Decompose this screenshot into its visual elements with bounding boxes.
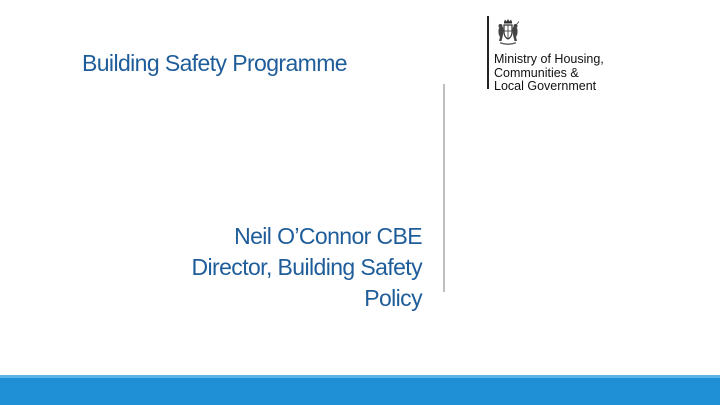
presenter-name: Neil O’Connor CBE: [234, 223, 422, 249]
logo-divider: [487, 16, 489, 89]
slide-title: Building Safety Programme: [82, 50, 347, 76]
ministry-name: [494, 53, 604, 94]
presenter-role-line-1: Director, Building Safety: [191, 254, 422, 280]
ministry-name-line-1: Ministry of Housing,: [494, 52, 604, 66]
footer-bar: [0, 375, 720, 405]
royal-coat-of-arms-icon: [494, 18, 522, 46]
presenter-role-line-2: Policy: [364, 285, 422, 311]
ministry-name-line-2: Communities &: [494, 65, 579, 80]
ministry-name-line-3: Local Government: [494, 79, 597, 93]
presenter-block: [192, 221, 422, 314]
vertical-divider: [443, 84, 445, 292]
